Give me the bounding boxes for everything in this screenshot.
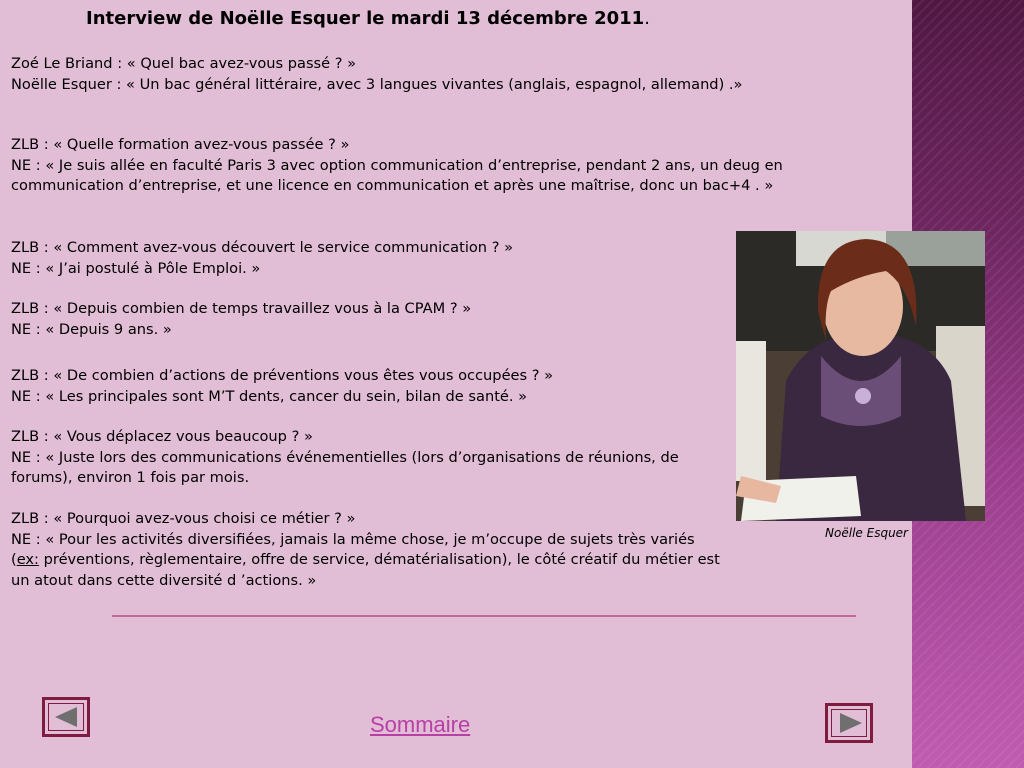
answer: NE : « Juste lors des communications événementielles (lors d’organisations de réunions, de forums), environ 1 fois par mois. [11, 448, 679, 486]
qa-block-1 [11, 54, 771, 95]
qa-block-7 [11, 509, 726, 591]
page-title: Interview de Noëlle Esquer le mardi 13 décembre 2011. [86, 8, 650, 29]
qa-block-4 [11, 299, 731, 340]
qa-block-3 [11, 238, 731, 279]
question: ZLB : « Vous déplacez vous beaucoup ? » [11, 428, 313, 445]
portrait-photo [736, 231, 985, 521]
answer: NE : « Les principales sont M’T dents, cancer du sein, bilan de santé. » [11, 387, 528, 405]
divider [112, 615, 856, 617]
question: ZLB : « Comment avez-vous découvert le service communication ? » [11, 239, 514, 256]
sommaire-link[interactable]: Sommaire [370, 712, 471, 737]
question: Zoé Le Briand : « Quel bac avez-vous passé ? » [11, 55, 357, 72]
previous-button[interactable] [42, 697, 90, 737]
answer: Noëlle Esquer : « Un bac général littéraire, avec 3 langues vivantes (anglais, espagnol, allemand) .» [11, 75, 743, 93]
question: ZLB : « Quelle formation avez-vous passée ? » [11, 136, 350, 153]
qa-block-5 [11, 366, 731, 407]
answer: NE : « Pour les activités diversifiées, jamais la même chose, je m’occupe de sujets très variés (ex: préventions, règlementaire, offre de service, dématérialisation), le côté créatif du métier est un atout dans cette diversité d ’actions. » [11, 530, 720, 589]
triangle-right-icon [828, 706, 870, 740]
answer: NE : « Depuis 9 ans. » [11, 320, 172, 338]
ex-abbreviation: ex: [16, 551, 39, 568]
triangle-left-icon [45, 700, 87, 734]
question: ZLB : « Pourquoi avez-vous choisi ce métier ? » [11, 510, 356, 527]
photo-caption: Noëlle Esquer [825, 526, 908, 540]
answer: NE : « Je suis allée en faculté Paris 3 avec option communication d’entreprise, pendant 2 ans, un deug en communication d’entreprise, et une licence en communication et après une maîtrise, donc un bac+4 . » [11, 156, 783, 194]
qa-block-6 [11, 427, 726, 489]
next-button[interactable] [825, 703, 873, 743]
answer: NE : « J’ai postulé à Pôle Emploi. » [11, 259, 261, 277]
qa-block-2 [11, 135, 851, 197]
question: ZLB : « De combien d’actions de préventions vous êtes vous occupées ? » [11, 367, 554, 384]
question: ZLB : « Depuis combien de temps travaillez vous à la CPAM ? » [11, 300, 472, 317]
